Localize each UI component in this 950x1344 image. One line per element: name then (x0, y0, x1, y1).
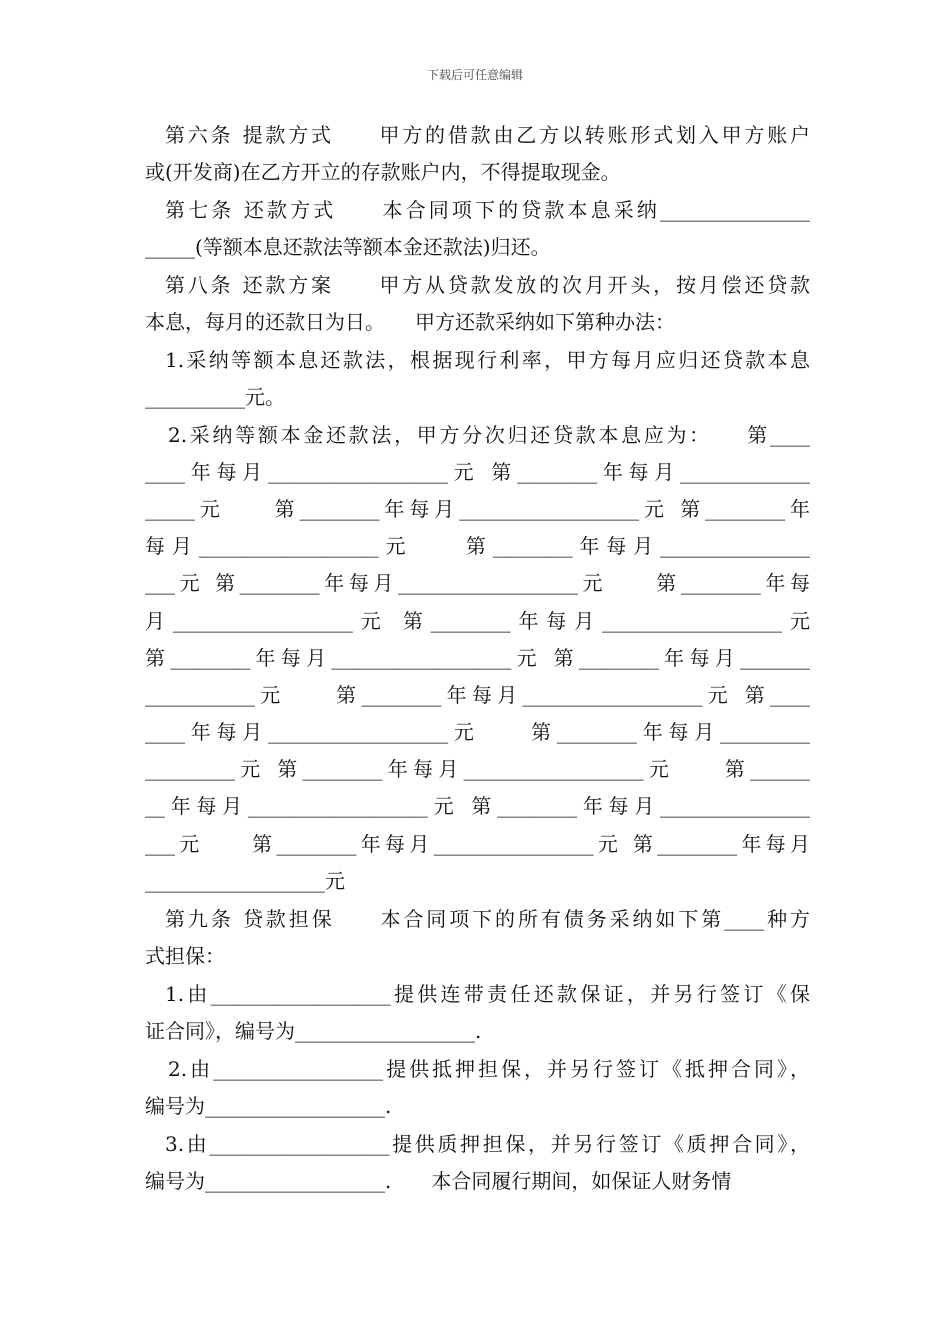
clause-8-line-1: 第八条 还款方案 甲方从贷款发放的次月开头，按月偿还贷款 (165, 273, 810, 297)
method-2-line-8: ___________元 第________年每月__________________元 第____ (145, 683, 810, 707)
guarantee-3-line-1: 3.由__________________提供质押担保，并另行签订《质押合同》， (165, 1132, 810, 1156)
guarantee-1-line-1: 1.由__________________提供连带责任还款保证，并另行签订《保 (165, 982, 810, 1006)
guarantee-2-line-2: 编号为__________________. (145, 1094, 392, 1118)
method-2-line-6: 月__________________元 第________年每月__________________元 (145, 609, 810, 633)
clause-6-line-2: 或(开发商)在乙方开立的存款账户内，不得提取现金。 (145, 160, 621, 184)
clause-7-line-2: _____(等额本息还款法等额本金还款法)归还。 (145, 235, 551, 259)
clause-6-line-1: 第六条 提款方式 甲方的借款由乙方以转账形式划入甲方账户 (165, 123, 810, 147)
method-2-line-4: 每月__________________元 第________年每月_______________ (145, 534, 810, 558)
guarantee-3-line-2: 编号为__________________. 本合同履行期间，如保证人财务情 (145, 1169, 732, 1193)
method-2-line-1: 2.采纳等额本金还款法，甲方分次归还贷款本息应为： 第____ (168, 423, 810, 447)
method-2-line-5: ___元 第________年每月__________________元 第________年每 (145, 571, 810, 595)
method-2-line-11: __年每月__________________元 第________年每月_______________ (145, 794, 810, 818)
clause-9-line-1: 第九条 贷款担保 本合同项下的所有债务采纳如下第____种方 (165, 907, 810, 931)
method-1-line-2: __________元。 (145, 385, 285, 409)
method-2-line-13: __________________元 (145, 869, 345, 893)
page-header: 下载后可任意编辑 (426, 68, 523, 82)
clause-8-line-2: 本息，每月的还款日为日。 甲方还款采纳如下第种办法： (145, 310, 675, 334)
clause-9-line-2: 式担保： (145, 944, 225, 968)
guarantee-2-line-1: 2.由_________________提供抵押担保，并另行签订《抵押合同》， (168, 1057, 810, 1081)
guarantee-1-line-2: 证合同》，编号为__________________. (145, 1019, 482, 1043)
method-2-line-9: ____年每月__________________元 第________年每月_________ (145, 720, 810, 744)
method-2-line-3: _____元 第________年每月__________________元 第________年 (145, 497, 810, 521)
method-2-line-2: ____年每月__________________元 第________年每月_____________ (145, 460, 810, 484)
method-2-line-12: ___元 第________年每月________________元 第________年每月 (145, 832, 810, 856)
method-2-line-10: _________元 第________年每月__________________元 第______ (145, 757, 810, 781)
clause-7-line-1: 第七条 还款方式 本合同项下的贷款本息采纳_______________ (165, 198, 810, 222)
method-1-line-1: 1.采纳等额本息还款法，根据现行利率，甲方每月应归还贷款本息 (165, 348, 810, 372)
method-2-line-7: 第________年每月__________________元 第________年每月_______ (145, 646, 810, 670)
